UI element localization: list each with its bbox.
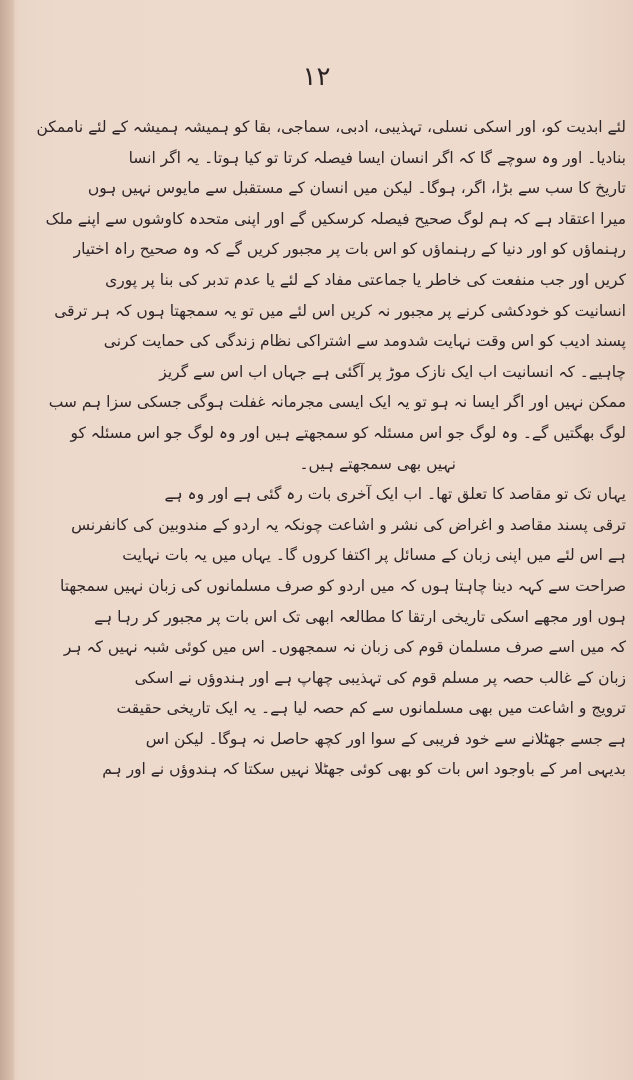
text-line: لوگ بھگتیں گے۔ وہ لوگ جو اس مسئلہ کو سمجھتے ہیں اور وہ لوگ جو اس مسئلہ کو	[70, 423, 626, 442]
text-line: ترویج و اشاعت میں بھی مسلمانوں سے کم حصہ لیا ہے۔ یہ ایک تاریخی حقیقت	[116, 699, 626, 718]
text-line: تاریخ کا سب سے بڑا، اگر، ہوگا۔ لیکن میں انسان کے مستقبل سے مایوس نہیں ہوں	[87, 179, 626, 198]
text-line: نہیں بھی سمجھتے ہیں۔	[299, 454, 456, 473]
text-line: ممکن نہیں اور اگر ایسا نہ ہو تو یہ ایک ایسی مجرمانہ غفلت ہوگی جسکی سزا ہم سب	[48, 393, 626, 412]
text-line: ترقی پسند مقاصد و اغراض کی نشر و اشاعت چونکہ یہ اردو کے مندوبین کی کانفرنس	[71, 515, 626, 534]
text-line: لئے ابدیت کو، اور اسکی نسلی، تہذیبی، ادبی، سماجی، بقا کو ہمیشہ ہمیشہ کے لئے ناممکن	[36, 118, 626, 136]
text-line: ہے اس لئے میں اپنی زبان کے مسائل پر اکتفا کروں گا۔ یہاں میں یہ بات نہایت	[122, 546, 626, 565]
page-number: ۱۲	[302, 62, 331, 92]
page-gutter	[0, 0, 14, 1080]
text-line: ہے جسے جھٹلانے سے خود فریبی کے سوا اور کچھ حاصل نہ ہوگا۔ لیکن اس	[145, 729, 626, 748]
text-line: بنادیا۔ اور وہ سوچے گا کہ اگر انسان ایسا فیصلہ کرتا تو کیا ہوتا۔ یہ اگر انسا	[128, 148, 626, 167]
text-line: چاہیے۔ کہ انسانیت اب ایک نازک موڑ پر آگئی ہے جہاں اب اس سے گریز	[159, 362, 626, 381]
body-text	[14, 112, 626, 785]
text-line: میرا اعتقاد ہے کہ ہم لوگ صحیح فیصلہ کرسکیں گے اور اپنی متحدہ کاوشوں سے اپنے ملک	[45, 209, 626, 228]
text-line: یہاں تک تو مقاصد کا تعلق تھا۔ اب ایک آخری بات رہ گئی ہے اور وہ ہے	[164, 485, 626, 504]
text-line: رہنماؤں کو اور دنیا کے رہنماؤں کو اس بات پر مجبور کریں گے کہ وہ صحیح راہ اختیار	[73, 240, 626, 259]
text-line: کہ میں اسے صرف مسلمان قوم کی زبان نہ سمجھوں۔ اس میں کوئی شبہ نہیں کہ ہر	[63, 638, 626, 657]
text-line: کریں اور جب منفعت کی خاطر یا جماعتی مفاد کے لئے یا عدم تدبر کی بنا پر پوری	[105, 270, 626, 289]
text-line: ہوں اور مجھے اسکی تاریخی ارتقا کا مطالعہ ابھی تک اس بات پر مجبور کر رہا ہے	[94, 607, 626, 626]
text-line: صراحت سے کہہ دینا چاہتا ہوں کہ میں اردو کو صرف مسلمانوں کی زبان نہیں سمجھتا	[59, 576, 626, 595]
text-line: انسانیت کو خودکشی کرنے پر مجبور نہ کریں اس لئے میں تو یہ سمجھتا ہوں کہ ہر ترقی	[54, 301, 626, 320]
text-line: زبان کے غالب حصہ پر مسلم قوم کی تہذیبی چھاپ ہے اور ہندوؤں نے اسکی	[134, 668, 626, 687]
text-line: پسند ادیب کو اس وقت نہایت شدومد سے اشتراکی نظام زندگی کی حمایت کرنی	[103, 332, 626, 351]
text-line: بدیہی امر کے باوجود اس بات کو بھی کوئی جھٹلا نہیں سکتا کہ ہندوؤں نے اور ہم	[102, 760, 626, 779]
